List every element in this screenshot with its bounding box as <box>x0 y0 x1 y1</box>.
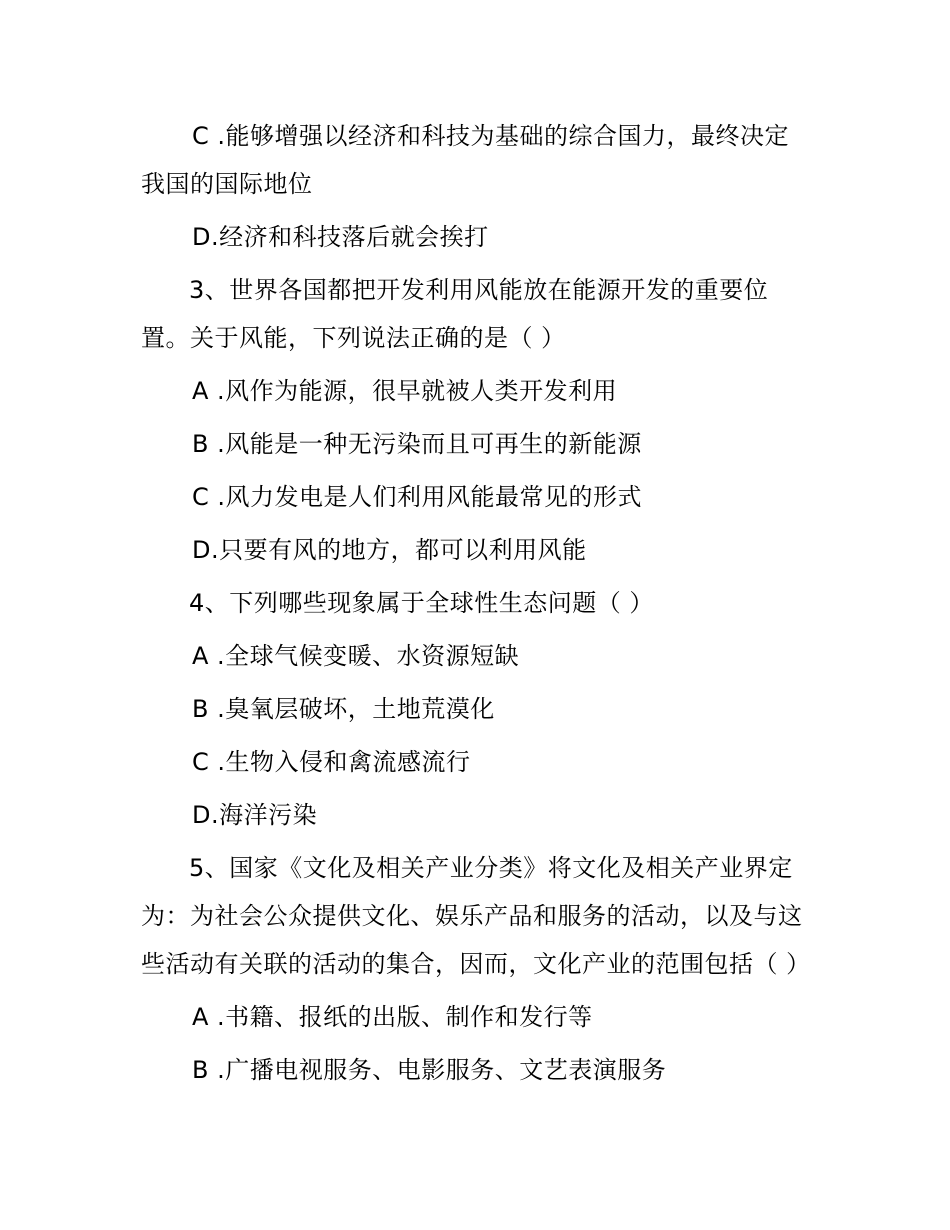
q3-option-c: C .风力发电是人们利用风能最常见的形式 <box>192 483 643 511</box>
q2-option-c-line2: 我国的国际地位 <box>141 170 313 198</box>
q4-option-b: B .臭氧层破坏，土地荒漠化 <box>192 695 495 723</box>
q5-stem-line2: 为：为社会公众提供文化、娱乐产品和服务的活动，以及与这 <box>141 902 803 930</box>
q4-option-c: C .生物入侵和禽流感流行 <box>192 748 471 776</box>
q2-option-d: D.经济和科技落后就会挨打 <box>192 223 489 251</box>
q3-stem-line2: 置。关于风能，下列说法正确的是（ ） <box>141 324 566 352</box>
q4-stem: 4、下列哪些现象属于全球性生态问题（ ） <box>189 589 654 617</box>
q3-option-d: D.只要有风的地方，都可以利用风能 <box>192 536 587 564</box>
q5-stem-line3: 些活动有关联的活动的集合，因而，文化产业的范围包括（ ） <box>141 950 811 978</box>
q5-stem <box>141 844 811 988</box>
document-body <box>141 112 811 1094</box>
q2-option-c <box>141 112 811 208</box>
q4-option-a: A .全球气候变暖、水资源短缺 <box>192 642 520 670</box>
q2-option-c-line1: C .能够增强以经济和科技为基础的综合国力，最终决定 <box>192 122 790 150</box>
q3-stem <box>141 266 811 362</box>
q4-option-d: D.海洋污染 <box>192 801 318 829</box>
q5-option-b: B .广播电视服务、电影服务、文艺表演服务 <box>192 1056 667 1084</box>
q3-stem-line1: 3、世界各国都把开发利用风能放在能源开发的重要位 <box>189 276 769 304</box>
q3-option-a: A .风作为能源，很早就被人类开发利用 <box>192 377 618 405</box>
q3-option-b: B .风能是一种无污染而且可再生的新能源 <box>192 430 642 458</box>
q5-option-a: A .书籍、报纸的出版、制作和发行等 <box>192 1003 593 1031</box>
q5-stem-line1: 5、国家《文化及相关产业分类》将文化及相关产业界定 <box>189 854 793 882</box>
